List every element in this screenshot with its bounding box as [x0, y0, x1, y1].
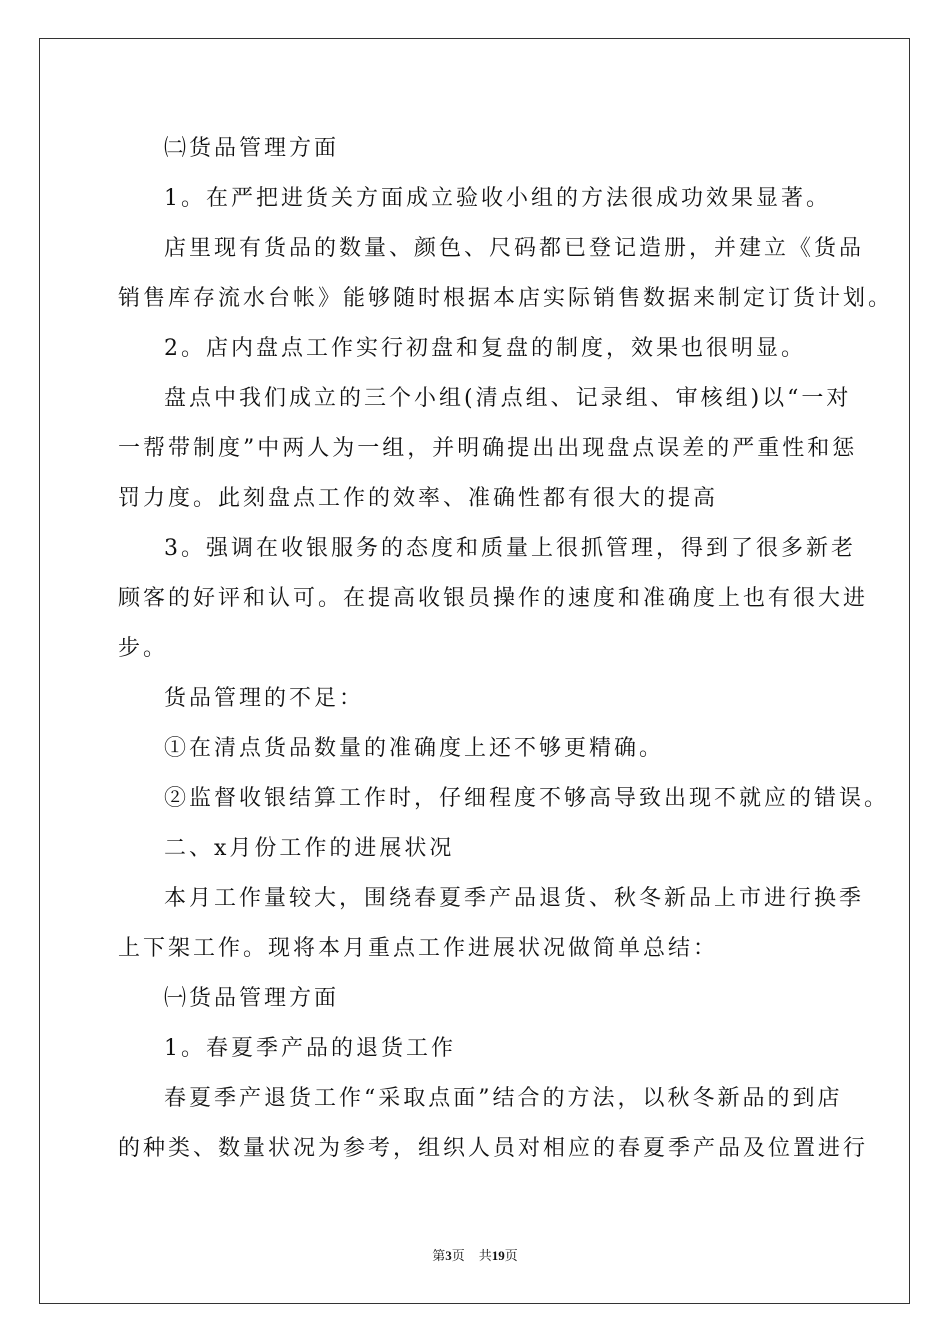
- paragraph-line: 上下架工作。现将本月重点工作进展状况做简单总结：: [118, 936, 719, 961]
- section-heading: 二、x月份工作的进展状况: [164, 836, 455, 861]
- page-number: 3: [445, 1248, 452, 1263]
- section-heading: ㈠货品管理方面: [164, 986, 340, 1011]
- paragraph-line: 的种类、数量状况为参考，组织人员对相应的春夏季产品及位置进行: [118, 1136, 869, 1161]
- paragraph-line: 货品管理的不足：: [164, 686, 365, 711]
- total-pages: 19: [491, 1248, 505, 1263]
- list-item: ①在清点货品数量的准确度上还不够更精确。: [164, 736, 665, 761]
- paragraph-line: 2。店内盘点工作实行初盘和复盘的制度，效果也很明显。: [164, 336, 806, 361]
- list-item: ②监督收银结算工作时，仔细程度不够高导致出现不就应的错误。: [164, 786, 890, 811]
- total-prefix: 共: [478, 1249, 492, 1264]
- paragraph-line: 店里现有货品的数量、颜色、尺码都已登记造册，并建立《货品: [164, 236, 865, 261]
- paragraph-line: 1。在严把进货关方面成立验收小组的方法很成功效果显著。: [164, 186, 831, 211]
- paragraph-line: 顾客的好评和认可。在提高收银员操作的速度和准确度上也有很大进: [118, 586, 869, 611]
- paragraph-line: 罚力度。此刻盘点工作的效率、准确性都有很大的提高: [118, 486, 719, 511]
- paragraph-line: 本月工作量较大，围绕春夏季产品退货、秋冬新品上市进行换季: [164, 886, 865, 911]
- paragraph-line: 春夏季产退货工作“采取点面”结合的方法，以秋冬新品的到店: [164, 1086, 843, 1111]
- page-prefix: 第: [432, 1249, 446, 1264]
- paragraph-line: 步。: [118, 636, 169, 661]
- paragraph-line: 一帮带制度”中两人为一组，并明确提出出现盘点误差的严重性和惩: [118, 436, 858, 461]
- page-suffix: 页: [451, 1249, 465, 1264]
- paragraph-line: 盘点中我们成立的三个小组(清点组、记录组、审核组)以“一对: [164, 386, 852, 411]
- paragraph-line: 1。春夏季产品的退货工作: [164, 1036, 456, 1061]
- page-footer: [0, 1247, 950, 1266]
- page-border: [39, 38, 910, 1304]
- total-suffix: 页: [504, 1249, 518, 1264]
- paragraph-line: 销售库存流水台帐》能够随时根据本店实际销售数据来制定订货计划。: [118, 286, 894, 311]
- paragraph-line: 3。强调在收银服务的态度和质量上很抓管理，得到了很多新老: [164, 536, 856, 561]
- section-heading: ㈡货品管理方面: [164, 136, 340, 161]
